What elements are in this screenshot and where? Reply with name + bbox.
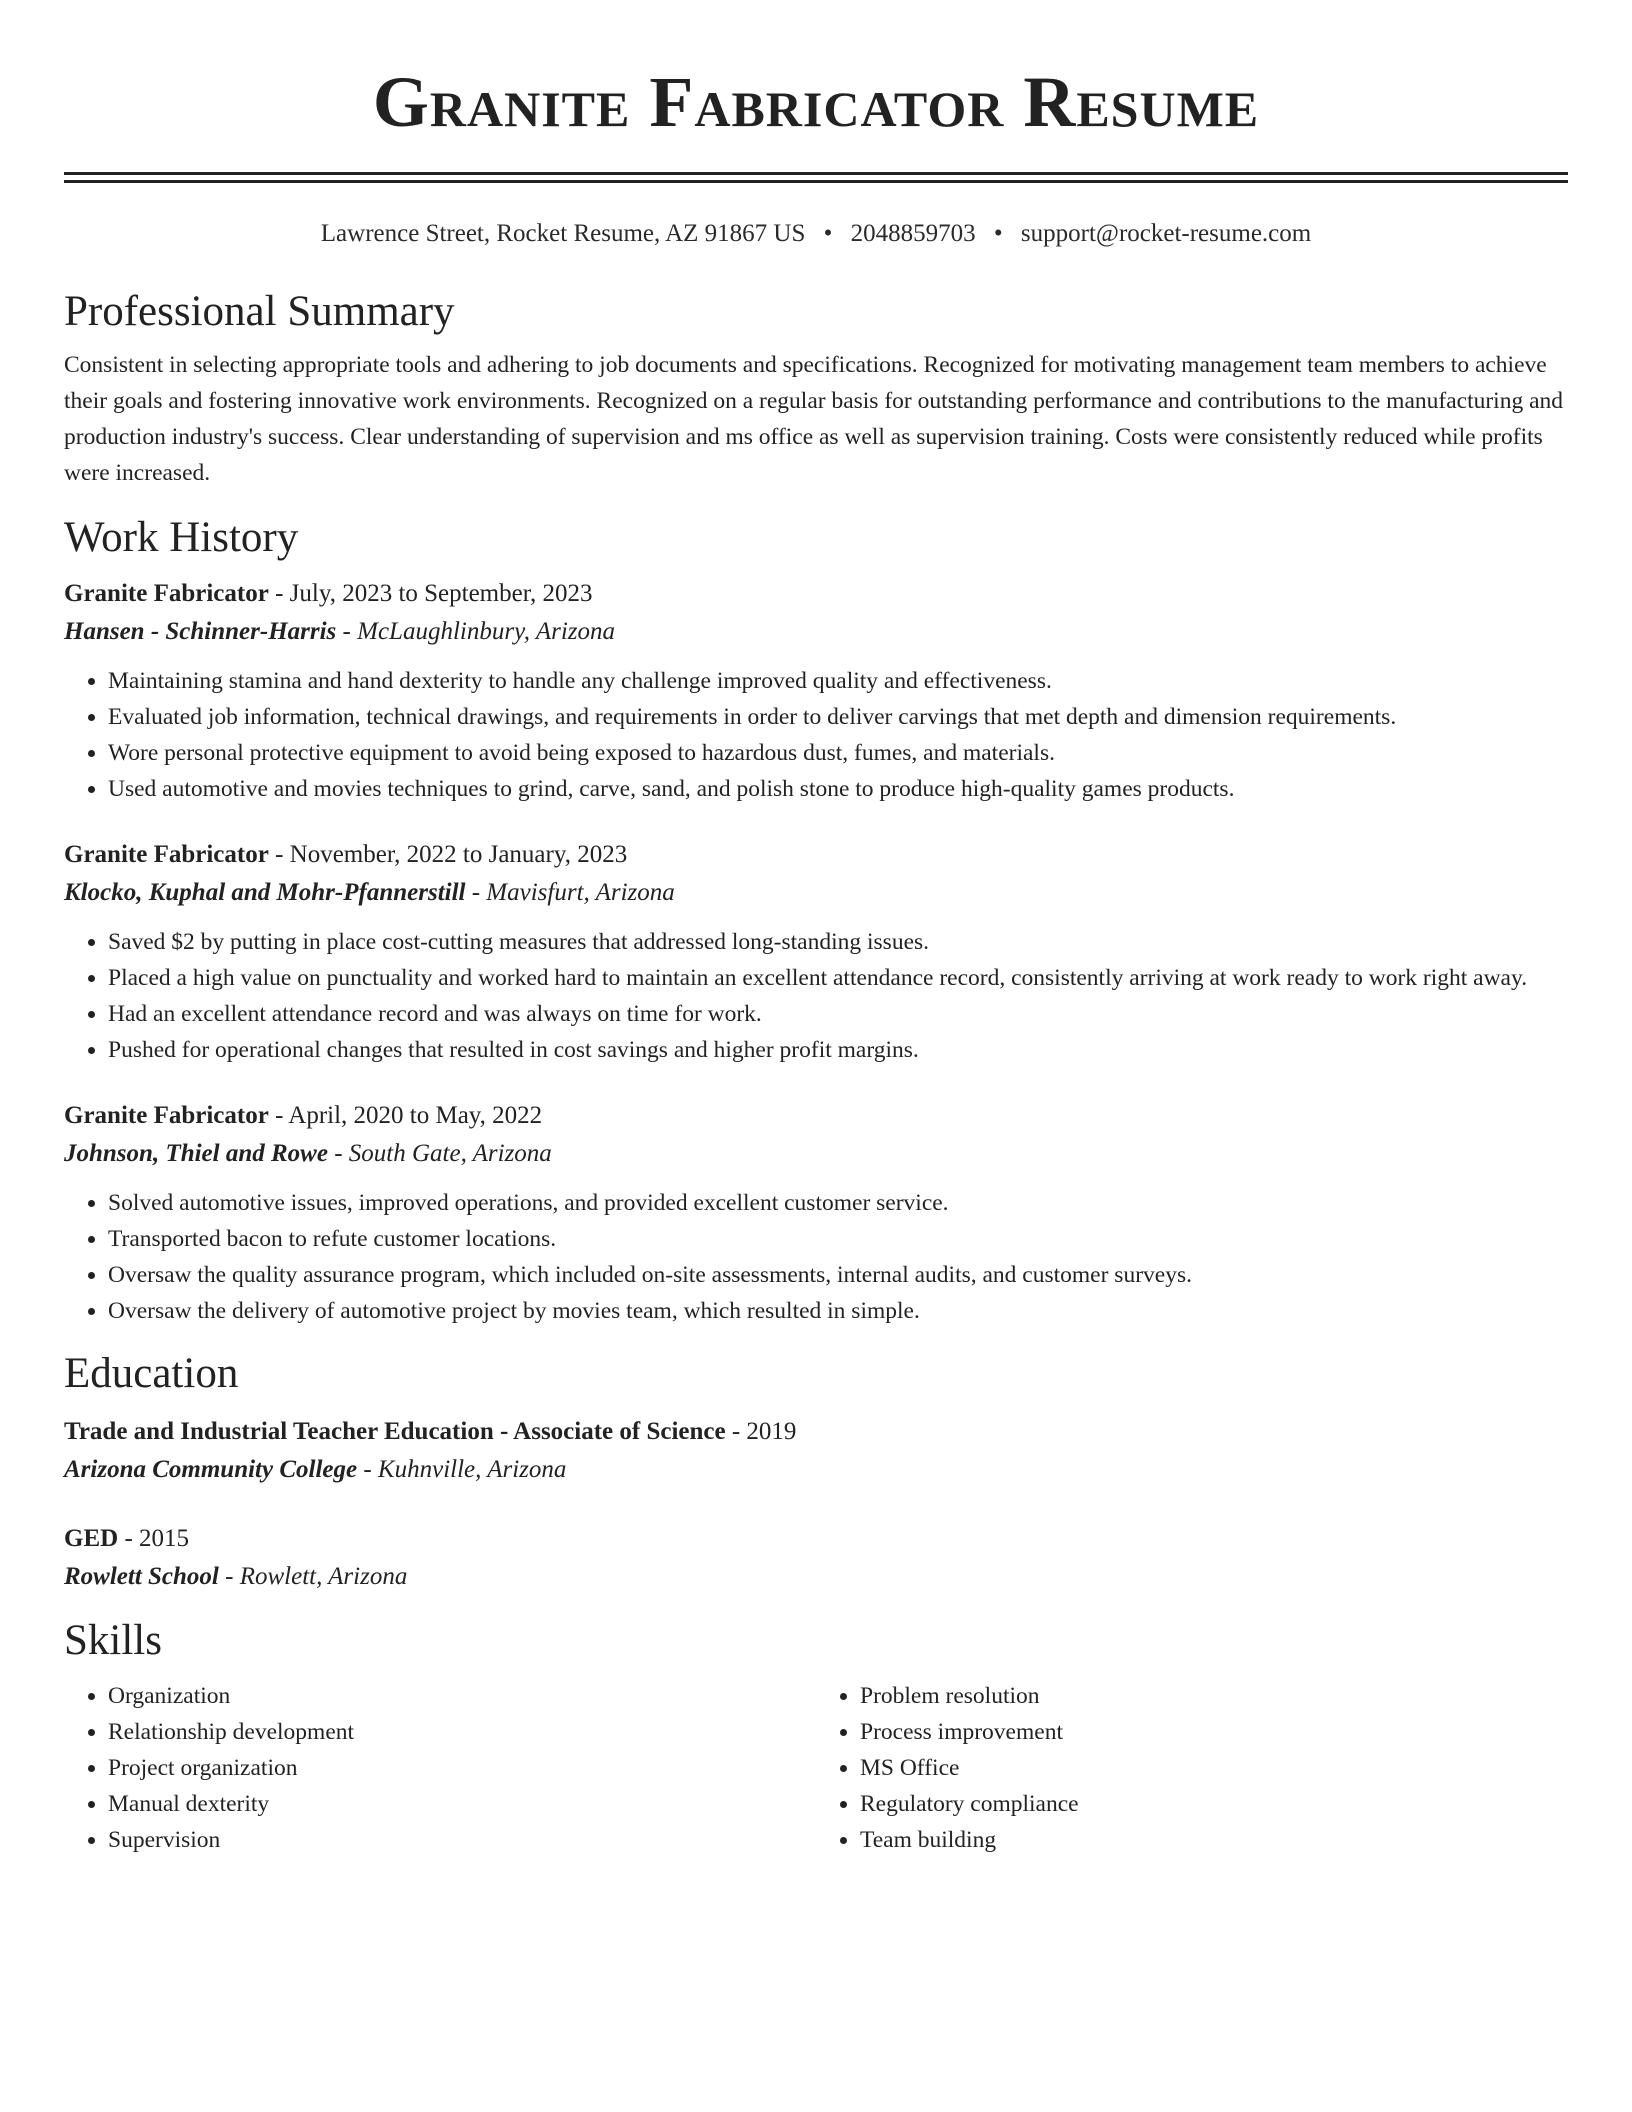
- job-entry: [64, 575, 1568, 807]
- job-company: Johnson, Thiel and Rowe: [64, 1140, 328, 1167]
- education-school: Rowlett School: [64, 1563, 219, 1590]
- skills-heading: Skills: [64, 1617, 162, 1664]
- title-divider: [64, 172, 1568, 183]
- job-employer: [64, 1135, 1568, 1173]
- education-entry: [64, 1413, 1568, 1489]
- job-dates: - November, 2022 to January, 2023: [268, 841, 628, 868]
- list-item: • Placed a high value on punctuality and worked hard to maintain an excellent attendance record, consistently arriving at work ready to work right away.: [108, 960, 1568, 996]
- contact-phone: 2048859703: [850, 220, 976, 247]
- skill-item: • Supervision: [108, 1822, 816, 1858]
- job-entry: [64, 836, 1568, 1068]
- skills-column-left: [64, 1678, 816, 1858]
- list-item: • Maintaining stamina and hand dexterity to handle any challenge improved quality and effectiveness.: [108, 663, 1568, 699]
- education-year: - 2019: [725, 1418, 797, 1445]
- job-dates: - April, 2020 to May, 2022: [268, 1102, 543, 1129]
- education-location: - Rowlett, Arizona: [218, 1563, 408, 1590]
- job-bullets: [64, 924, 1568, 1068]
- education-degree: GED: [64, 1525, 119, 1552]
- job-employer: [64, 613, 1568, 651]
- list-item: • Solved automotive issues, improved operations, and provided excellent customer service.: [108, 1185, 1568, 1221]
- summary-heading: Professional Summary: [64, 288, 455, 335]
- skill-item: • Organization: [108, 1678, 816, 1714]
- skill-item: • Manual dexterity: [108, 1786, 816, 1822]
- list-item: • Wore personal protective equipment to avoid being exposed to hazardous dust, fumes, and materials.: [108, 735, 1568, 771]
- job-title: Granite Fabricator: [64, 841, 269, 868]
- job-dates: - July, 2023 to September, 2023: [268, 580, 593, 607]
- list-item: • Had an excellent attendance record and was always on time for work.: [108, 996, 1568, 1032]
- contact-email: support@rocket-resume.com: [1020, 220, 1312, 247]
- skill-item: • Regulatory compliance: [860, 1786, 1568, 1822]
- job-entry: [64, 1097, 1568, 1329]
- job-company: Hansen - Schinner-Harris: [64, 618, 337, 645]
- job-title: Granite Fabricator: [64, 580, 269, 607]
- resume-title: Granite Fabricator Resume: [372, 62, 1260, 142]
- education-header: [64, 1413, 1568, 1451]
- job-title: Granite Fabricator: [64, 1102, 269, 1129]
- contact-address: Lawrence Street, Rocket Resume, AZ 91867 US: [320, 220, 806, 247]
- job-location: - South Gate, Arizona: [327, 1140, 552, 1167]
- education-entry: [64, 1520, 1568, 1596]
- contact-separator: •: [823, 220, 833, 247]
- job-header: [64, 1097, 1568, 1135]
- job-header: [64, 836, 1568, 874]
- education-year: - 2015: [118, 1525, 190, 1552]
- skill-item: • Project organization: [108, 1750, 816, 1786]
- education-header: [64, 1520, 1568, 1558]
- contact-line: [64, 219, 1568, 249]
- list-item: • Transported bacon to refute customer locations.: [108, 1221, 1568, 1257]
- skill-item: • MS Office: [860, 1750, 1568, 1786]
- skill-item: • Process improvement: [860, 1714, 1568, 1750]
- work-history-heading: Work History: [64, 514, 299, 561]
- list-item: • Oversaw the quality assurance program, which included on-site assessments, internal audits, and customer surveys.: [108, 1257, 1568, 1293]
- job-bullets: [64, 663, 1568, 807]
- skill-item: • Team building: [860, 1822, 1568, 1858]
- education-location: - Kuhnville, Arizona: [357, 1456, 567, 1483]
- list-item: • Evaluated job information, technical drawings, and requirements in order to deliver carvings that met depth and dimension requirements.: [108, 699, 1568, 735]
- contact-separator: •: [993, 220, 1003, 247]
- skill-item: • Relationship development: [108, 1714, 816, 1750]
- job-company: Klocko, Kuphal and Mohr-Pfannerstill: [64, 879, 466, 906]
- summary-text: Consistent in selecting appropriate tools and adhering to job documents and specifications. Recognized for motivating management team members to achieve their goals and fostering innovative work environments. Recognized on a regular basis for outstanding performance and contributions to the manufacturing and production industry's success. Clear understanding of supervision and ms office as well as supervision training. Costs were consistently reduced while profits were increased.: [64, 352, 1564, 486]
- job-header: [64, 575, 1568, 613]
- list-item: • Oversaw the delivery of automotive project by movies team, which resulted in simple.: [108, 1293, 1568, 1329]
- skill-item: • Problem resolution: [860, 1678, 1568, 1714]
- job-location: - McLaughlinbury, Arizona: [336, 618, 616, 645]
- list-item: • Pushed for operational changes that resulted in cost savings and higher profit margins.: [108, 1032, 1568, 1068]
- education-degree: Trade and Industrial Teacher Education - Associate of Science: [64, 1418, 726, 1445]
- list-item: • Used automotive and movies techniques to grind, carve, sand, and polish stone to produce high-quality games products.: [108, 771, 1568, 807]
- list-item: • Saved $2 by putting in place cost-cutting measures that addressed long-standing issues.: [108, 924, 1568, 960]
- education-school: Arizona Community College: [64, 1456, 358, 1483]
- skills-list: [64, 1678, 1568, 1858]
- job-employer: [64, 874, 1568, 912]
- education-school-line: [64, 1558, 1568, 1596]
- job-location: - Mavisfurt, Arizona: [465, 879, 675, 906]
- education-school-line: [64, 1451, 1568, 1489]
- education-heading: Education: [64, 1350, 239, 1397]
- job-bullets: [64, 1185, 1568, 1329]
- skills-column-right: [816, 1678, 1568, 1858]
